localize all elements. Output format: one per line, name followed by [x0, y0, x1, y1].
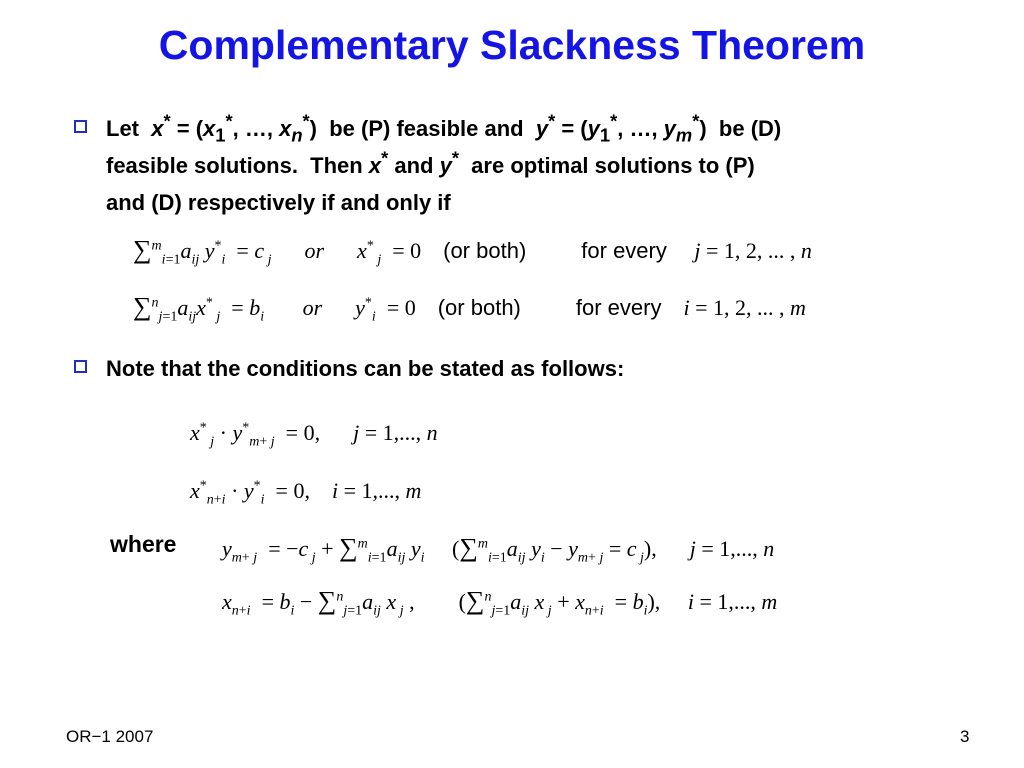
for-every-1: for every	[581, 238, 667, 263]
or-both-2: (or both)	[437, 295, 521, 320]
footer-course: OR−1 2007	[66, 727, 154, 746]
slide-number: 3	[960, 727, 970, 746]
or-both-1: (or both)	[443, 238, 527, 263]
theorem-line-2: feasible solutions. Then x* and y* are optimal solutions to (P)	[106, 147, 755, 178]
or-word-2: or	[302, 295, 323, 320]
theorem-line-1: Let $x^* = (x_1^*$, …, $x_n^*$) be (P) feasible and $y^* = (y_1^*$, …, $y_m^*$) be (D)	[106, 110, 782, 146]
bullet-box-icon	[74, 120, 87, 133]
or-word-1: or	[304, 238, 325, 263]
note-text: Note that the conditions can be stated as follows:	[106, 356, 625, 381]
where-label: where	[110, 531, 177, 557]
condition-2: $\sum^n_{j=1}a_{ij}x^*$ $_j = b_i$ or $y^*_i = 0$ (or both) for every i = 1, 2, ... , m	[133, 292, 806, 325]
slack-definition-x: $x_{n+i} = b_i - \sum^n_{j=1}a_{ij}$ x $_j$ , ($\sum^n_{j=1}a_{ij}$ x $_j + x_{n+i} = b_i$), i = 1,..., m	[222, 586, 778, 619]
theorem-line-3: and (D) respectively if and only if	[106, 190, 451, 215]
bullet-box-icon	[74, 360, 87, 373]
slack-definition-y: $y_{m+ j} = -c$ $_j + \sum^m_{i=1}a_{ij}$ $y_i$ ($\sum^m_{i=1}a_{ij}$ $y_i - y_{m+ j} = c$ $_j$), j = 1,..., n	[222, 533, 775, 566]
for-every-2: for every	[575, 295, 662, 320]
restated-condition-1: x* $_j \cdot y^*_{m+ j} = 0$, j = 1,..., n	[190, 420, 438, 450]
restated-condition-2: $x^*_{n+i} \cdot y^*_i = 0$, i = 1,..., m	[190, 478, 422, 508]
condition-1: $\sum^m_{i=1}a_{ij}$ $y^*_i = c$ $_j$ or x* $_j$ = 0 (or both) for every j = 1, 2, ... , n	[133, 235, 812, 268]
slide-title: Complementary Slackness Theorem	[158, 22, 866, 68]
